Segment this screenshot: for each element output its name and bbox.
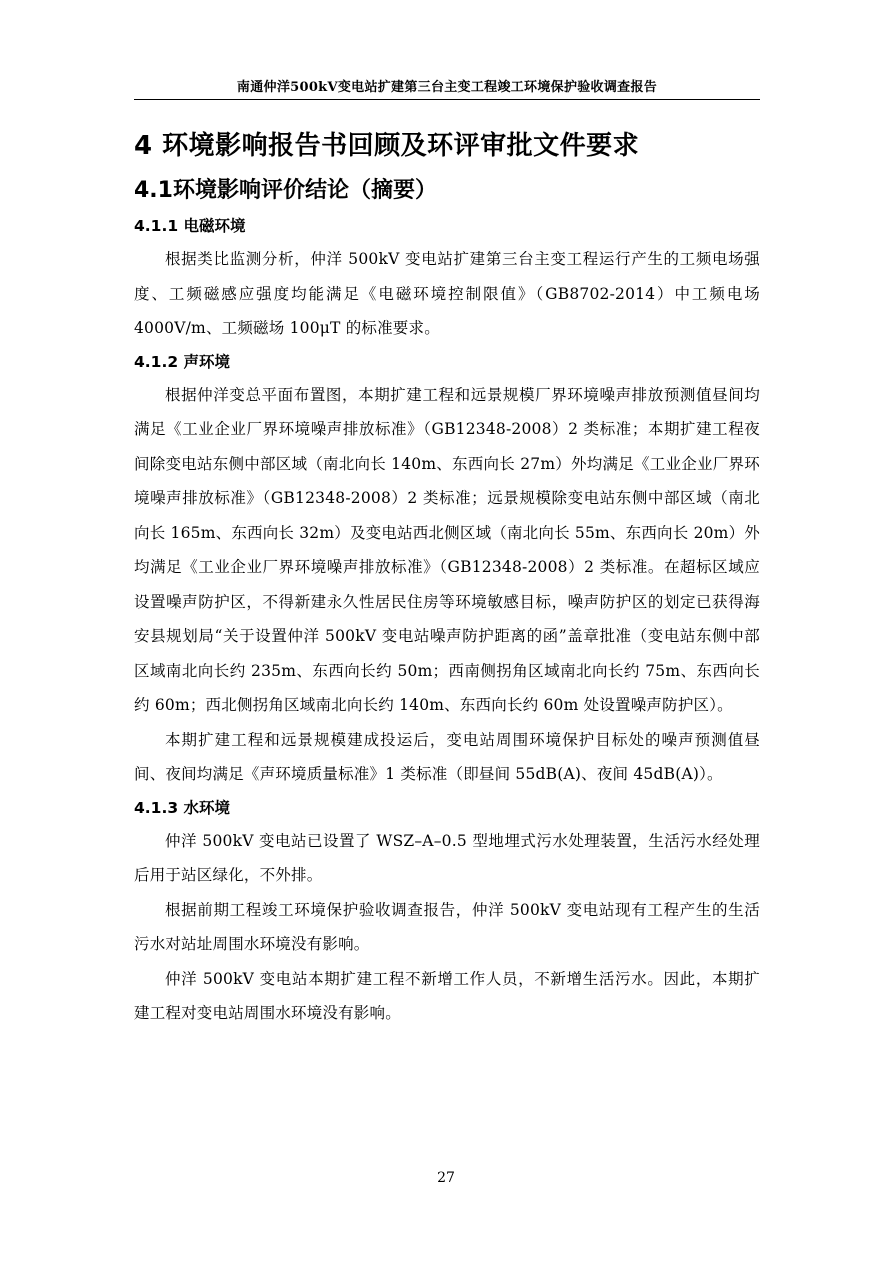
subsection-heading-acoustic: 4.1.2 声环境 bbox=[134, 352, 231, 371]
section-title: 4.1环境影响评价结论（摘要） bbox=[134, 178, 437, 203]
running-header: 南通仲洋500kV变电站扩建第三台主变工程竣工环境保护验收调查报告 bbox=[236, 80, 658, 95]
chapter-title: 4 环境影响报告书回顾及环评审批文件要求 bbox=[134, 131, 640, 161]
paragraph: 根据类比监测分析，仲洋 500kV 变电站扩建第三台主变工程运行产生的工频电场强度、工频磁感应强度均能满足《电磁环境控制限值》（GB8702-2014）中工频电场 4000V/m、工频磁场 100μT 的标准要求。 bbox=[134, 250, 760, 337]
paragraph: 本期扩建工程和远景规模建成投运后，变电站周围环境保护目标处的噪声预测值昼间、夜间均满足《声环境质量标准》1 类标准（即昼间 55dB(A)、夜间 45dB(A)）。 bbox=[134, 730, 760, 783]
paragraph: 仲洋 500kV 变电站已设置了 WSZ–A–0.5 型地埋式污水处理装置，生活污水经处理后用于站区绿化，不外排。 bbox=[134, 831, 760, 884]
paragraph: 根据仲洋变总平面布置图，本期扩建工程和远景规模厂界环境噪声排放预测值昼间均满足《工业企业厂界环境噪声排放标准》（GB12348-2008）2 类标准；本期扩建工程夜间除变电站东侧中部区域（南北向长 140m、东西向长 27m）外均满足《工业企业厂界环境噪声排放标准》（GB12348-2008）2 类标准；远景规模除变电站东侧中部区域（南北向长 165m、东西向长 32m）及变电站西北侧区域（南北向长 55m、东西向长 20m）外均满足《工业企业厂界环境噪声排放标准》（GB12348-2008）2 类标准。在超标区域应设置噪声防护区，不得新建永久性居民住房等环境敏感目标，噪声防护区的划定已获得海安县规划局“关于设置仲洋 500kV 变电站噪声防护距离的函”盖章批准（变电站东侧中部区域南北向长约 235m、东西向长约 50m；西南侧拐角区域南北向长约 75m、东西向长约 60m；西北侧拐角区域南北向长约 140m、东西向长约 60m 处设置噪声防护区）。 bbox=[134, 385, 760, 714]
header-rule bbox=[134, 99, 760, 100]
page-content bbox=[134, 124, 760, 1031]
paragraph: 仲洋 500kV 变电站本期扩建工程不新增工作人员，不新增生活污水。因此，本期扩建工程对变电站周围水环境没有影响。 bbox=[134, 969, 760, 1022]
paragraph: 根据前期工程竣工环境保护验收调查报告，仲洋 500kV 变电站现有工程产生的生活污水对站址周围水环境没有影响。 bbox=[134, 900, 760, 953]
page-number: 27 bbox=[437, 1170, 455, 1186]
subsection-heading-water: 4.1.3 水环境 bbox=[134, 798, 231, 817]
subsection-heading-electromagnetic: 4.1.1 电磁环境 bbox=[134, 217, 246, 235]
